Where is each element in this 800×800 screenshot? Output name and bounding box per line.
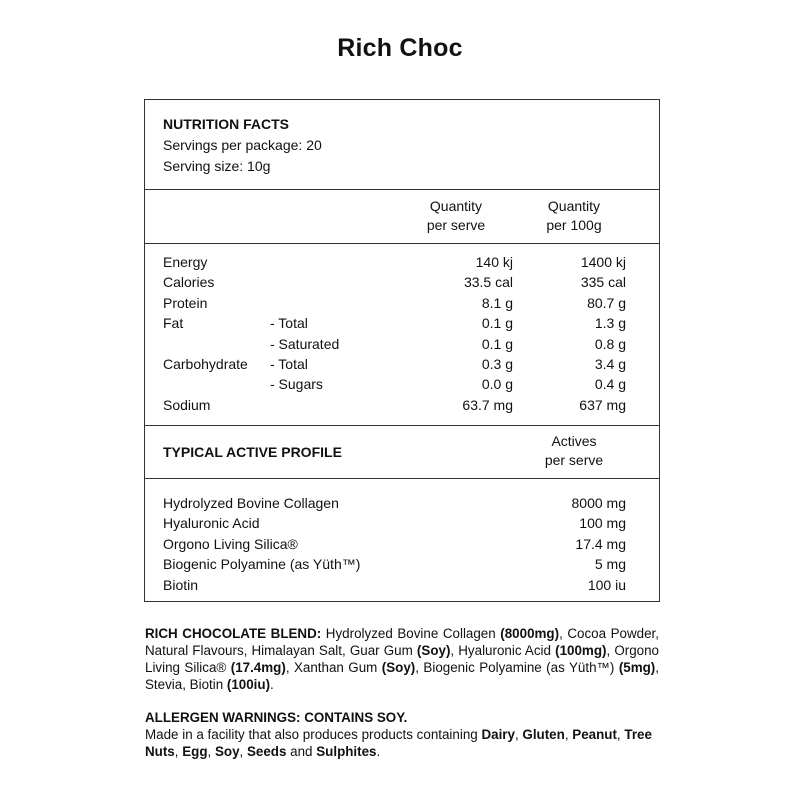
divider xyxy=(145,478,659,479)
active-row xyxy=(145,575,659,595)
allergen-segment: . xyxy=(376,744,381,759)
blend-segment: , Cocoa Powder, Natural Flavours, Himalayan Salt, Guar Gum xyxy=(145,626,659,658)
active-value: 8000 mg xyxy=(571,495,626,511)
nutrition-row xyxy=(145,252,659,272)
active-value: 17.4 mg xyxy=(575,535,626,552)
value-per-100g: 1400 kj xyxy=(580,254,626,270)
value-per-serve: 0.1 g xyxy=(481,315,513,332)
allergen-segment: , xyxy=(207,744,215,759)
value-per-serve: 8.1 g xyxy=(481,294,513,311)
product-title: Rich Choc xyxy=(337,34,463,62)
allergen-text xyxy=(145,726,665,760)
divider xyxy=(145,425,659,426)
value-per-100g: 0.4 g xyxy=(594,376,626,393)
blend-segment: (17.4mg) xyxy=(230,660,286,675)
blend-label: RICH CHOCOLATE BLEND: xyxy=(145,626,322,641)
active-row xyxy=(145,493,659,513)
active-name: Biotin xyxy=(163,576,199,593)
actives-col-header-line1: Actives xyxy=(551,433,597,449)
allergen-segment: Sulphites xyxy=(316,744,377,759)
col-header-per-100g-line2: per 100g xyxy=(546,217,602,233)
allergen-segment: Made in a facility that also produces products containing xyxy=(145,727,482,742)
nutrition-row xyxy=(145,395,659,415)
col-header-per-serve-line1: Quantity xyxy=(429,198,483,214)
allergen-segment: Egg xyxy=(182,744,208,759)
nutrient-name: Calories xyxy=(163,274,215,291)
allergen-segment: , xyxy=(514,727,523,742)
serving-size: Serving size: 10g xyxy=(163,158,271,174)
nutrition-row xyxy=(145,334,659,354)
blend-segment: , Biogenic Polyamine (as Yüth™) xyxy=(415,660,619,675)
nutrient-subtype: - Total xyxy=(270,315,308,332)
nutrition-row xyxy=(145,272,659,292)
allergen-segment: , xyxy=(174,744,183,759)
blend-segment: (Soy) xyxy=(381,660,416,675)
allergen-segment: Soy xyxy=(214,744,240,759)
col-header-per-serve xyxy=(401,197,511,235)
servings-per-package: Servings per package: 20 xyxy=(163,137,322,153)
col-header-per-100g xyxy=(519,197,629,235)
nutrient-name: Sodium xyxy=(163,396,211,413)
allergen-segment: , xyxy=(564,727,573,742)
blend-segment: Hydrolyzed Bovine Collagen xyxy=(321,626,501,641)
value-per-100g: 335 cal xyxy=(580,274,626,291)
blend-segment: , Xanthan Gum xyxy=(285,660,382,675)
blend-segment: , Stevia, Biotin xyxy=(145,660,659,692)
nutrient-name: Fat xyxy=(163,315,184,332)
allergen-warnings xyxy=(145,709,665,760)
blend-segment: (8000mg) xyxy=(500,626,560,641)
active-row xyxy=(145,513,659,533)
value-per-serve: 63.7 mg xyxy=(462,396,513,413)
nutrient-subtype: - Saturated xyxy=(270,335,340,352)
value-per-100g: 0.8 g xyxy=(594,335,626,352)
blend-segment: (100iu) xyxy=(226,677,271,692)
nutrition-row xyxy=(145,313,659,333)
active-name: Hyaluronic Acid xyxy=(163,515,260,532)
value-per-100g: 80.7 g xyxy=(587,294,626,311)
active-value: 100 iu xyxy=(587,576,626,593)
divider xyxy=(145,243,659,244)
allergen-segment: , xyxy=(239,744,247,759)
actives-col-header xyxy=(519,432,629,470)
nutrient-name: Energy xyxy=(163,254,208,270)
value-per-serve: 33.5 cal xyxy=(463,274,513,291)
value-per-100g: 1.3 g xyxy=(594,315,626,332)
allergen-segment: Dairy xyxy=(481,727,515,742)
nutrition-row xyxy=(145,354,659,374)
col-header-per-100g-line1: Quantity xyxy=(547,198,601,214)
nutrient-name: Carbohydrate xyxy=(163,356,248,372)
value-per-serve: 0.0 g xyxy=(481,376,513,393)
nutrition-panel xyxy=(144,99,660,602)
nutrition-heading: NUTRITION FACTS xyxy=(163,116,289,132)
ingredients-blend xyxy=(145,625,659,693)
value-per-serve: 0.1 g xyxy=(481,335,513,352)
col-header-per-serve-line2: per serve xyxy=(426,217,486,233)
blend-segment: , Hyaluronic Acid xyxy=(450,643,556,658)
nutrient-name: Protein xyxy=(163,294,208,311)
blend-segment: (Soy) xyxy=(416,643,451,658)
blend-segment: (5mg) xyxy=(618,660,656,675)
allergen-segment: , xyxy=(616,727,625,742)
active-name: Hydrolyzed Bovine Collagen xyxy=(163,495,339,511)
active-value: 5 mg xyxy=(594,556,626,573)
active-name: Biogenic Polyamine (as Yüth™) xyxy=(163,556,361,573)
active-profile-heading: TYPICAL ACTIVE PROFILE xyxy=(163,444,342,460)
nutrient-subtype: - Total xyxy=(270,356,308,372)
value-per-100g: 3.4 g xyxy=(594,356,626,372)
allergen-segment: and xyxy=(286,744,317,759)
blend-segment: , Orgono Living Silica® xyxy=(145,643,660,675)
actives-col-header-line2: per serve xyxy=(544,452,604,468)
nutrient-subtype: - Sugars xyxy=(270,376,323,393)
nutrition-row xyxy=(145,293,659,313)
allergen-segment: Peanut xyxy=(572,727,617,742)
active-value: 100 mg xyxy=(579,515,626,532)
value-per-100g: 637 mg xyxy=(579,396,626,413)
divider xyxy=(145,189,659,190)
allergen-segment: Tree Nuts xyxy=(145,727,652,759)
nutrition-row xyxy=(145,374,659,394)
allergen-segment: Gluten xyxy=(522,727,565,742)
blend-segment: . xyxy=(270,677,274,692)
active-row xyxy=(145,534,659,554)
active-row xyxy=(145,554,659,574)
allergen-segment: Seeds xyxy=(246,744,287,759)
blend-segment: (100mg) xyxy=(555,643,607,658)
value-per-serve: 140 kj xyxy=(475,254,513,270)
active-name: Orgono Living Silica® xyxy=(163,535,298,552)
allergen-heading: ALLERGEN WARNINGS: CONTAINS SOY. xyxy=(145,710,408,725)
value-per-serve: 0.3 g xyxy=(481,356,513,372)
